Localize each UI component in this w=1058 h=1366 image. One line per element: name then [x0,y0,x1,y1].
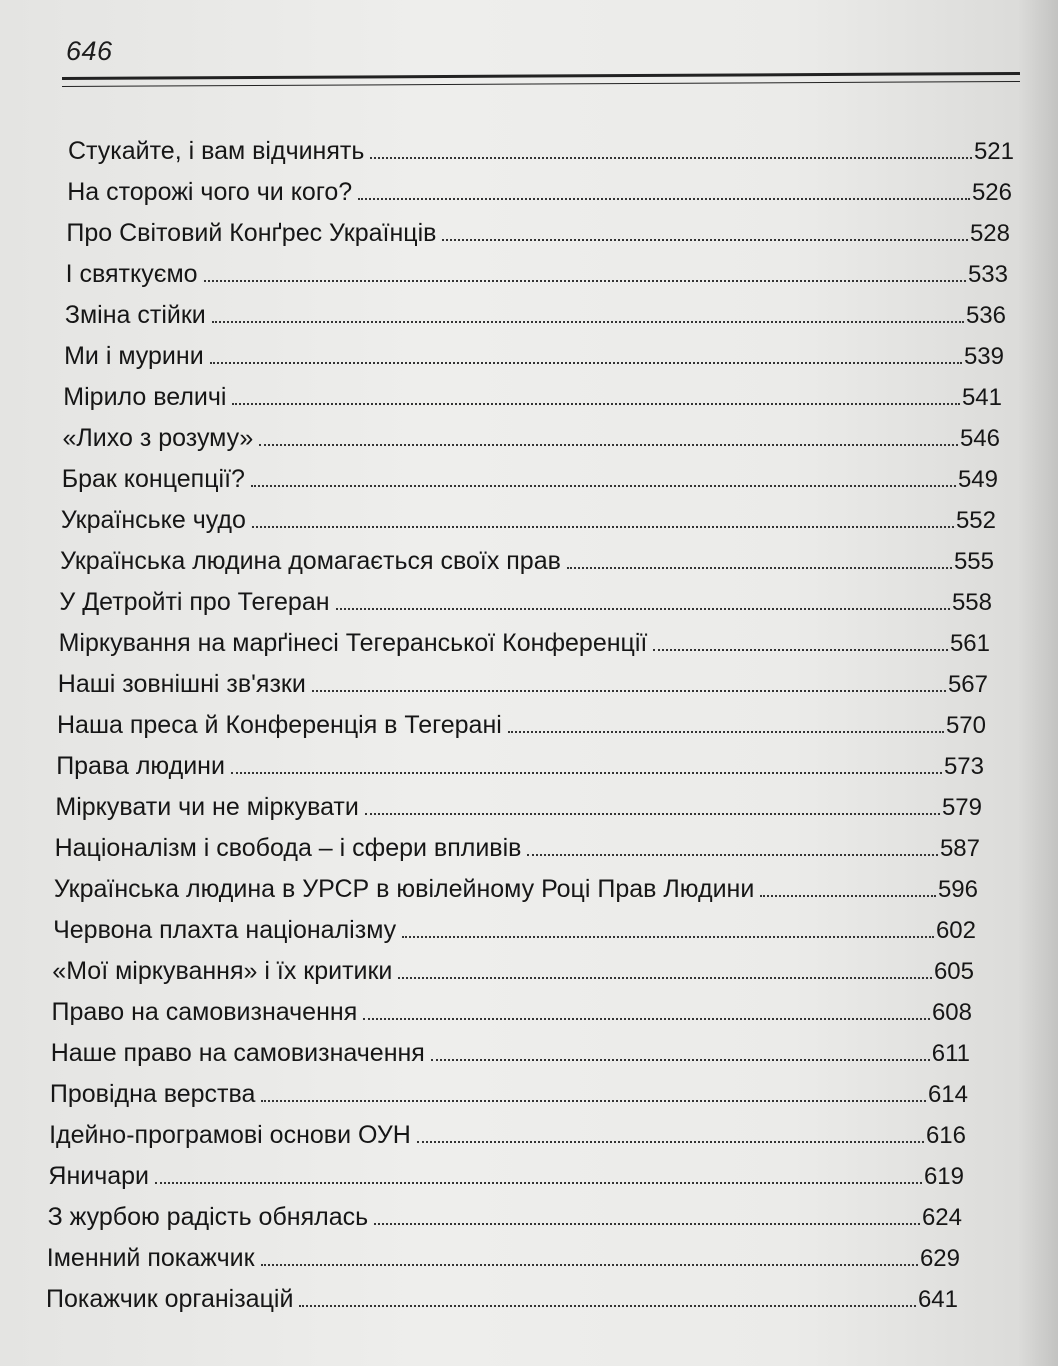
toc-entry [55,823,980,863]
toc-entry-page: 521 [973,138,1014,165]
toc-entry [65,290,1006,330]
toc-entry [64,331,1004,371]
toc-entry-page: 528 [969,220,1010,247]
toc-entry [59,577,992,617]
toc-entry [62,454,998,494]
toc-entry-page: 573 [943,753,984,780]
dot-leader [251,485,956,487]
toc-entry-page: 567 [947,671,988,698]
dot-leader [259,444,958,446]
dot-leader [370,157,972,159]
toc-entry-page: 629 [919,1245,960,1272]
toc-entry [51,1028,970,1068]
toc-entry-title: Націоналізм і свобода – і сфери впливів [54,834,522,862]
dot-leader [212,321,964,323]
toc-entry-page: 608 [931,999,972,1026]
toc-entry-title: Українська людина домагається своїх прав [60,547,561,575]
dot-leader [231,772,942,774]
toc-entry-title: Мірило величі [63,383,227,411]
toc-entry-page: 624 [921,1204,962,1231]
toc-entry-title: На сторожі чого чи кого? [67,178,353,206]
toc-entry-title: Права людини [56,752,225,780]
toc-entry-title: Українське чудо [60,506,246,534]
dot-leader [567,567,952,569]
dot-leader [312,690,946,692]
toc-entry-title: Ідейно-програмові основи ОУН [49,1121,411,1149]
toc-entry-page: 611 [931,1040,970,1067]
toc-entry-page: 536 [965,302,1006,329]
page-number: 646 [66,36,113,66]
toc-entry-title: Провідна верства [49,1080,256,1108]
dot-leader [155,1182,922,1184]
toc-entry-page: 561 [949,630,990,657]
dot-leader [363,1018,930,1020]
toc-entry [63,372,1002,412]
toc-entry [59,618,990,658]
toc-entry-title: «Лихо з розуму» [62,424,254,452]
dot-leader [431,1059,930,1061]
dot-leader [365,813,940,815]
toc-entry-page: 641 [917,1286,958,1313]
toc-entry [60,536,994,576]
toc-entry [47,1233,960,1273]
toc-entry [66,249,1008,289]
toc-entry-title: Яничари [48,1162,150,1190]
toc-entry-page: 587 [939,835,980,862]
toc-entry [48,1151,964,1191]
dot-leader [261,1100,926,1102]
toc-entry-page: 579 [941,794,982,821]
toc-entry-title: У Детройті про Тегеран [59,588,330,616]
toc-entry-title: Зміна стійки [64,301,206,329]
dot-leader [417,1141,924,1143]
toc-entry [58,659,988,699]
toc-entry-title: І святкуємо [65,260,198,288]
dot-leader [261,1264,918,1266]
toc-entry [50,1069,968,1109]
toc-entry-title: Українська людина в УРСР в ювілейному Році Прав Людини [53,875,755,903]
toc-entry [61,495,996,535]
toc-entry-page: 614 [927,1081,968,1108]
toc-entry-title: Наше право на самовизначення [50,1039,425,1067]
toc-entry-page: 605 [933,958,974,985]
toc-entry-page: 526 [971,179,1012,206]
toc-entry-page: 552 [955,507,996,534]
header-rule-thin [62,81,1020,87]
toc-entry-page: 546 [959,425,1000,452]
toc-entry-page: 549 [957,466,998,493]
toc-entry [49,1110,966,1150]
toc-entry-title: Наша преса й Конференція в Тегерані [57,711,502,739]
dot-leader [358,198,970,200]
toc-entry-title: «Мої міркування» і їх критики [52,957,393,985]
toc-entry-title: Міркування на марґінесі Тегеранської Конференції [58,629,648,657]
toc-entry [53,905,976,945]
toc-entry-title: Ми і мурини [64,342,204,370]
toc-entry-page: 558 [951,589,992,616]
toc-entry-title: Червона плахта націоналізму [53,916,397,944]
dot-leader [252,526,954,528]
dot-leader [760,895,936,897]
toc-entry [56,741,984,781]
toc-entry-page: 555 [953,548,994,575]
dot-leader [299,1305,916,1307]
toc-entry [63,413,1001,453]
toc-entry [48,1192,962,1232]
dot-leader [204,280,966,282]
toc-entry-title: Наші зовнішні зв'язки [57,670,306,698]
toc-entry-title: Іменний покажчик [46,1244,255,1272]
toc-entry-page: 596 [937,876,978,903]
toc-entry-page: 602 [935,917,976,944]
toc-entry-page: 570 [945,712,986,739]
toc-entry [55,782,982,822]
toc-entry-page: 533 [967,261,1008,288]
dot-leader [442,239,967,241]
toc-entry-page: 539 [963,343,1004,370]
toc-entry [52,987,973,1027]
toc-entry-title: Покажчик організацій [46,1285,294,1313]
toc-entry [52,946,974,986]
dot-leader [527,854,938,856]
toc-entry [66,208,1010,248]
toc-entry [57,700,986,740]
toc-entry-title: Міркувати чи не міркувати [55,793,359,821]
dot-leader [398,977,932,979]
toc-entry-title: Брак концепції? [61,465,245,493]
dot-leader [336,608,950,610]
dot-leader [508,731,944,733]
toc-entry-title: Право на самовизначення [51,998,358,1026]
toc-entry [46,1274,958,1314]
dot-leader [232,403,959,405]
dot-leader [210,362,962,364]
toc-entry-title: Стукайте, і вам відчинять [68,137,365,165]
header-rule-thick [62,72,1020,80]
toc-entry-title: Про Світовий Конґрес Українців [66,219,437,247]
toc-entry [67,167,1012,207]
dot-leader [653,649,948,651]
dot-leader [374,1223,920,1225]
toc-entry-page: 616 [925,1122,966,1149]
toc-entry-page: 619 [923,1163,964,1190]
dot-leader [402,936,934,938]
toc-entry-title: З журбою радість обнялась [47,1203,369,1231]
toc-entry-page: 541 [961,384,1002,411]
toc-entry [68,126,1014,166]
toc-entry [54,864,978,904]
